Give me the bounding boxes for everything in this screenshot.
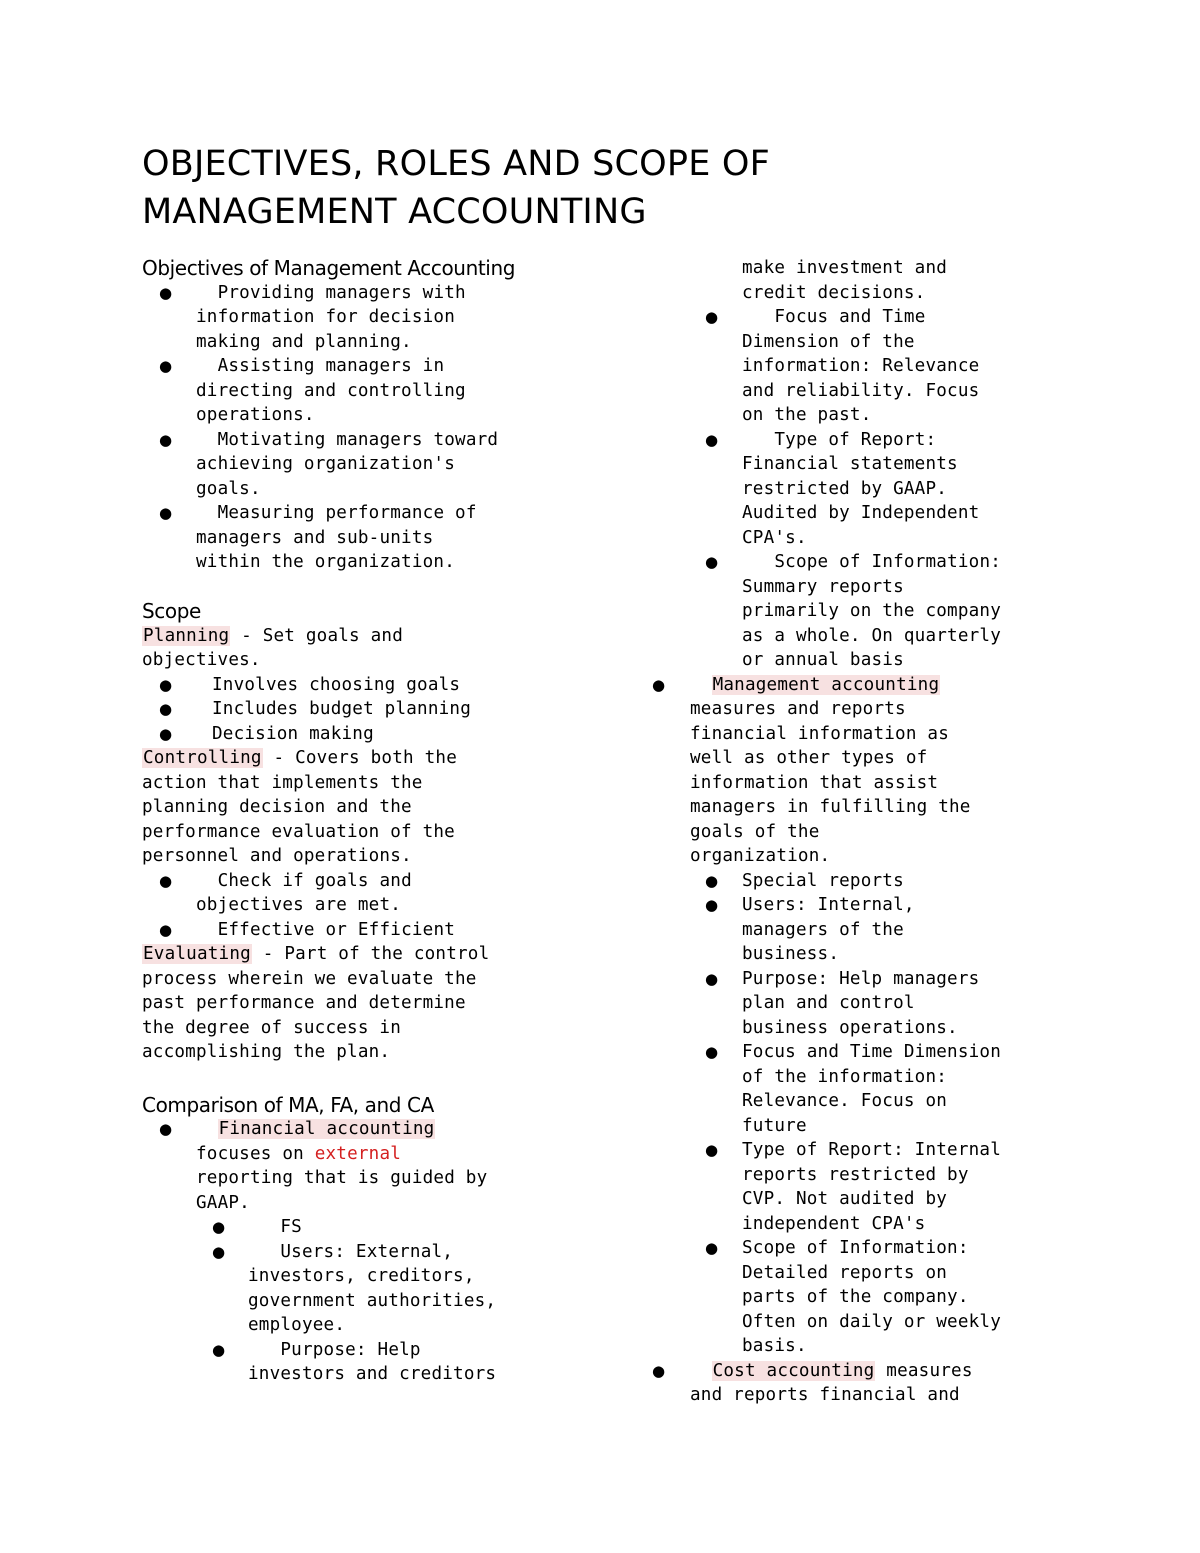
comparison-heading: Comparison of MA, FA, and CA: [142, 1092, 434, 1117]
objectives-heading: Objectives of Management Accounting: [142, 256, 516, 280]
fa-continued: make investment and credit decisions. ● Focus and Time Dimension of the information: Relevance and reliability. Focus on the past. ● Type of Report: Financial statements restricted by GAAP. Audited by Independent CPA's. ● Scope of Information: Summary reports primarily on the company as a whole. On quarterly or annual basis: [650, 256, 1090, 673]
list-item-text: information for decision: [196, 307, 456, 327]
list-item: ● Scope of Information: Summary reports primarily on the company as a whole. On quarterly or annual basis: [705, 552, 1002, 670]
controlling-line: personnel and operations.: [142, 846, 412, 866]
scope-heading: Scope: [142, 599, 201, 623]
list-item: ● Motivating managers toward achieving organization's goals.: [196, 428, 642, 502]
list-item: ● Management accounting measures and reports financial information as well as other types of information that assist managers in fulfilling the goals of the organization. ● Special reports ● Users: Internal, managers of the business. ● Purpose: Help managers plan and control business operations. ● Focus and Time Dimension of the information: Relevance. Focus on future ● Type of Report: Internal reports restricted by CVP. Not audited by independent CPA's ● Scope of Information: Detailed reports on parts of the company. Often on daily or weekly basis.: [690, 673, 1090, 1359]
list-item: ● Providing managers with information for decision making and planning.: [196, 281, 642, 355]
list-item: ● Users: Internal, managers of the business.: [705, 895, 915, 964]
list-item: ● Special reports: [705, 870, 904, 891]
list-item: ● Assisting managers in directing and controlling operations.: [196, 354, 642, 428]
controlling-line: performance evaluation of the: [142, 821, 455, 842]
list-item-text: managers and sub-units: [196, 527, 434, 548]
list-item: ● Financial accounting focuses on external reporting that is guided by GAAP. ● FS ● Users: External, investors, creditors, government authorities, employee. ● Purpose: Help investors and creditors: [196, 1117, 642, 1387]
planning-list: [142, 673, 642, 747]
controlling-paragraph: Controlling - Covers both the: [143, 748, 457, 768]
list-item-text: achieving organization's: [196, 454, 456, 474]
list-item: ● Decision making: [159, 723, 374, 744]
list-item: ● Effective or Efficient: [159, 919, 456, 940]
list-item: ● Purpose: Help investors and creditors: [212, 1339, 497, 1384]
cost-accounting-term: Cost accounting: [712, 1360, 875, 1381]
controlling-list: [142, 869, 642, 943]
title-line-1: OBJECTIVES, ROLES AND SCOPE OF: [142, 144, 770, 184]
planning-term: Planning: [143, 625, 230, 646]
evaluating-line: past performance and determine: [142, 993, 466, 1013]
list-item: ● Involves choosing goals: [159, 674, 461, 695]
evaluating-term: Evaluating: [143, 944, 251, 964]
controlling-line: planning decision and the: [142, 797, 412, 817]
controlling-term: Controlling: [143, 748, 262, 768]
scope-section: [142, 624, 642, 1065]
evaluating-line: the degree of success in: [142, 1017, 402, 1038]
planning-line: objectives.: [142, 650, 261, 670]
list-item: ● Check if goals and objectives are met.: [159, 870, 412, 915]
objectives-list: [142, 281, 642, 575]
evaluating-line: accomplishing the plan.: [142, 1042, 391, 1062]
controlling-line: action that implements the: [142, 772, 423, 793]
external-highlight: external: [314, 1143, 402, 1164]
financial-accounting-sublist: [196, 1215, 642, 1387]
list-item: ● FS: [212, 1217, 302, 1237]
list-item: ● Type of Report: Internal reports restricted by CVP. Not audited by independent CPA's: [705, 1140, 1002, 1234]
list-item: ● Cost accounting measures and reports financial and: [652, 1360, 973, 1405]
list-item: ● Focus and Time Dimension of the information: Relevance. Focus on future: [705, 1042, 1002, 1136]
page-title: [142, 140, 1042, 236]
list-item-text: Providing managers with: [217, 282, 466, 303]
evaluating-paragraph: Evaluating - Part of the control: [143, 944, 490, 964]
comparison-section: [142, 1117, 642, 1387]
list-item: ● Scope of Information: Detailed reports on parts of the company. Often on daily or weekly basis.: [705, 1238, 1002, 1356]
title-line-2: MANAGEMENT ACCOUNTING: [142, 192, 647, 232]
planning-paragraph: Planning - Set goals and: [143, 625, 404, 646]
list-item-text: goals.: [196, 478, 261, 499]
left-column: [142, 256, 642, 1387]
evaluating-line: process wherein we evaluate the: [142, 968, 477, 989]
list-item: ● Measuring performance of managers and sub-units within the organization.: [196, 501, 642, 575]
list-item: ● Purpose: Help managers plan and control business operations.: [705, 968, 980, 1038]
ma-list: [650, 673, 1090, 1408]
list-item-text: Assisting managers in: [217, 356, 445, 376]
list-item-text: within the organization.: [196, 552, 456, 572]
list-item-text: directing and controlling: [196, 380, 466, 401]
list-item-text: Measuring performance of: [217, 503, 477, 523]
list-item: ● Type of Report: Financial statements restricted by GAAP. Audited by Independent CPA's.: [705, 429, 980, 548]
fa-continued-list: [705, 305, 1090, 673]
list-item: ● Users: External, investors, creditors, government authorities, employee.: [212, 1241, 497, 1335]
financial-accounting-term: Financial accounting: [218, 1119, 435, 1139]
list-item-text: making and planning.: [196, 331, 412, 352]
ma-sublist: [690, 869, 1090, 1359]
list-item-text: operations.: [196, 405, 315, 425]
management-accounting-term: Management accounting: [712, 674, 940, 695]
right-column: [650, 256, 1090, 1408]
comparison-list: [142, 1117, 642, 1387]
list-item: ● Includes budget planning: [159, 699, 472, 719]
list-item-text: Motivating managers toward: [217, 429, 499, 450]
list-item: ● Focus and Time Dimension of the information: Relevance and reliability. Focus on the past.: [705, 307, 980, 425]
